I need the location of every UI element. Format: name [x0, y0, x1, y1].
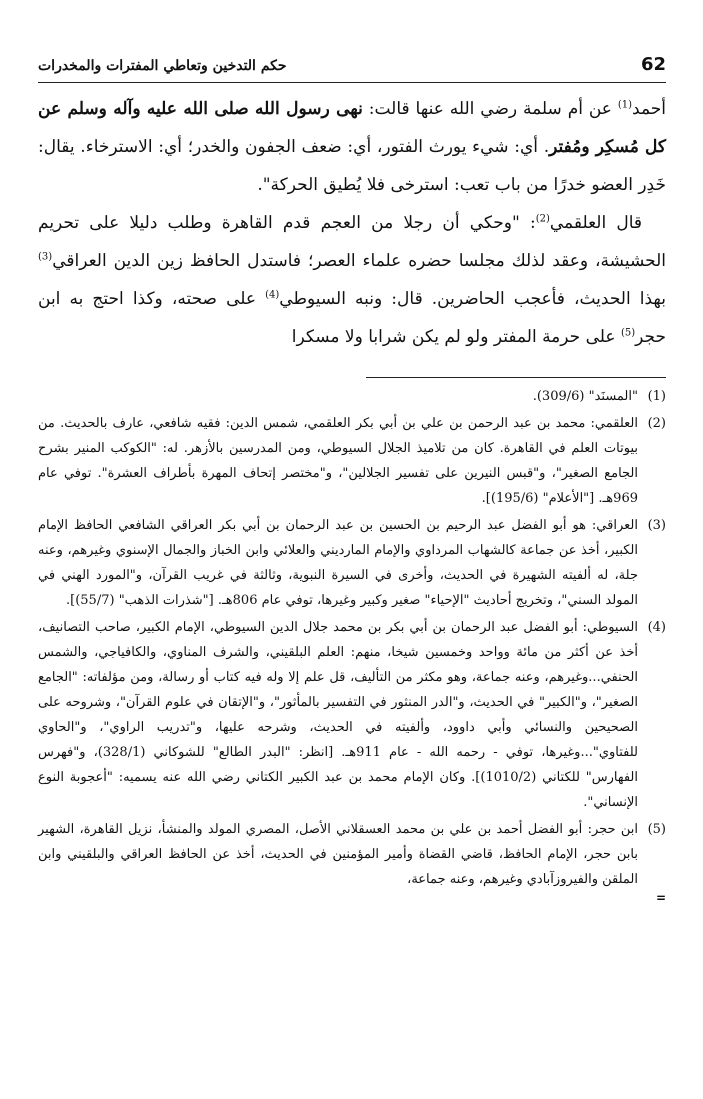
hadith-text: نهى رسول الله صلى الله عليه وآله وسلم عن كل مُسكِر ومُفتر	[38, 99, 666, 157]
page-header	[38, 52, 666, 83]
text-run: على حرمة المفتر ولو لم يكن شرابا ولا مسكرا	[291, 327, 621, 347]
footnote-text: ابن حجر: أبو الفضل أحمد بن علي بن محمد العسقلاني الأصل، المصري المولد والمنشأ، نزيل القاهرة، الشهير بابن حجر، الإمام الحافظ، قاضي القضاة وأمير المؤمنين في الحديث، أخذ عن الحافظ العراقي والبلقيني وابن الملقن والفيروزآبادي وغيرهم، وعنه جماعة،	[38, 822, 638, 887]
page-number: 62	[640, 54, 666, 75]
running-title: حكم التدخين وتعاطي المفترات والمخدرات	[38, 58, 287, 74]
text-run: : "وحكي أن رجلا من العجم قدم القاهرة وطلب دليلا على تحريم الحشيشة، وعقد لذلك مجلسا حضره علماء العصر؛ فاستدل الحافظ زين الدين العراقي	[38, 213, 666, 271]
paragraph-1	[38, 90, 666, 204]
text-run: بهذا الحديث، فأعجب الحاضرين. قال: ونبه السيوطي	[279, 289, 666, 309]
footnote-3	[38, 513, 666, 613]
footnotes	[38, 384, 666, 904]
footnote-number: (3)	[647, 518, 666, 533]
footnote-divider	[366, 377, 666, 378]
footnote-number: (1)	[647, 389, 666, 404]
main-text	[38, 90, 666, 356]
footnote-ref-1[interactable]: (1)	[617, 99, 633, 111]
text-run: قال العلقمي	[549, 213, 643, 233]
footnote-1	[38, 384, 666, 409]
footnote-ref-3[interactable]: (3)	[38, 251, 53, 263]
text-run: عن أم سلمة رضي الله عنها قالت:	[362, 99, 618, 119]
text-run: أحمد	[632, 99, 666, 119]
footnote-2	[38, 411, 666, 511]
footnote-number: (2)	[647, 416, 666, 431]
footnote-ref-2[interactable]: (2)	[535, 213, 550, 225]
footnote-text: العراقي: هو أبو الفضل عبد الرحيم بن الحسين بن عبد الرحمان بن أبي بكر العراقي الشافعي الحافظ الإمام الكبير، أخذ عن جماعة كالشهاب المرداوي والإمام المارديني والعلائي وابن الخباز والجمال الإسنوي وغيرهم، وعنه جلة، له ألفيته الشهيرة في الحديث، وأخرى في السيرة النبوية، وثالثة في غريب القرآن، و"المورد الهني في المولد السني"، وتخريج أحاديث "الإحياء" صغير وكبير وغيرها، توفي عام 806هـ. ["شذرات الذهب" (55/7)].	[38, 518, 638, 608]
paragraph-2	[38, 204, 666, 356]
footnote-number: (5)	[647, 822, 666, 837]
footnote-number: (4)	[647, 620, 666, 635]
footnote-text: العلقمي: محمد بن عبد الرحمن بن علي بن أبي بكر العلقمي، شمس الدين: فقيه شافعي، عارف بالحديث. من بيوتات العلم في القاهرة. كان من تلاميذ الجلال السيوطي، ومن المدرسين بالأزهر. له: "الكوكب المنير بشرح الجامع الصغير"، و"قبس النيرين على تفسير الجلالين"، و"مختصر إتحاف المهرة بأطراف العشرة". توفي عام 969هـ. ["الأعلام" (195/6)].	[38, 416, 638, 506]
footnote-ref-4[interactable]: (4)	[265, 289, 280, 301]
continuation-mark: =	[655, 891, 666, 905]
text-run: . أي: شيء يورث الفتور، أي: ضعف الجفون والخدر؛ أي: الاسترخاء. يقال: خَدِر العضو خدرًا من باب تعب: استرخى فلا يُطيق الحركة".	[38, 137, 666, 195]
footnote-text: "المسنَد" (309/6).	[532, 389, 638, 404]
footnote-text: السيوطي: أبو الفضل عبد الرحمان بن أبي بكر بن محمد جلال الدين السيوطي، الإمام الكبير، صاحب التصانيف، أخذ عن أكثر من مائة وواحد وخمسين شيخا، منهم: العلم البلقيني، والشرف المناوي، والكافياجي، والشمس الحنفي...وغيرهم، وعنه جماعة، وهو مكثر من التأليف، قل علم إلا وله فيه كتاب أو رسالة، ومن مؤلفاته: "الجامع الصغير"، و"الكبير" في الحديث، و"الدر المنثور في التفسير بالمأثور"، و"الإتقان في علوم القرآن"، وشروحه على الصحيحين والنسائي وأبي داوود، وألفيته في الحديث، وشرحه عليها، و"تدريب الراوي"، و"الحاوي للفتاوي"...وغيرها، توفي - رحمه الله - عام 911هـ. [انظر: "البدر الطالع" للشوكاني (328/1)، و"فهرس الفهارس" للكتاني (1010/2)]. وكان الإمام محمد بن عبد الكبير الكتاني رضي الله عنه يسميه: "أعجوبة النوع الإنساني".	[38, 620, 639, 810]
text-run: على صحته، وكذا احتج به ابن حجر	[38, 289, 666, 347]
footnote-4	[38, 615, 666, 815]
footnote-5	[38, 817, 666, 892]
footnote-ref-5[interactable]: (5)	[620, 327, 636, 339]
